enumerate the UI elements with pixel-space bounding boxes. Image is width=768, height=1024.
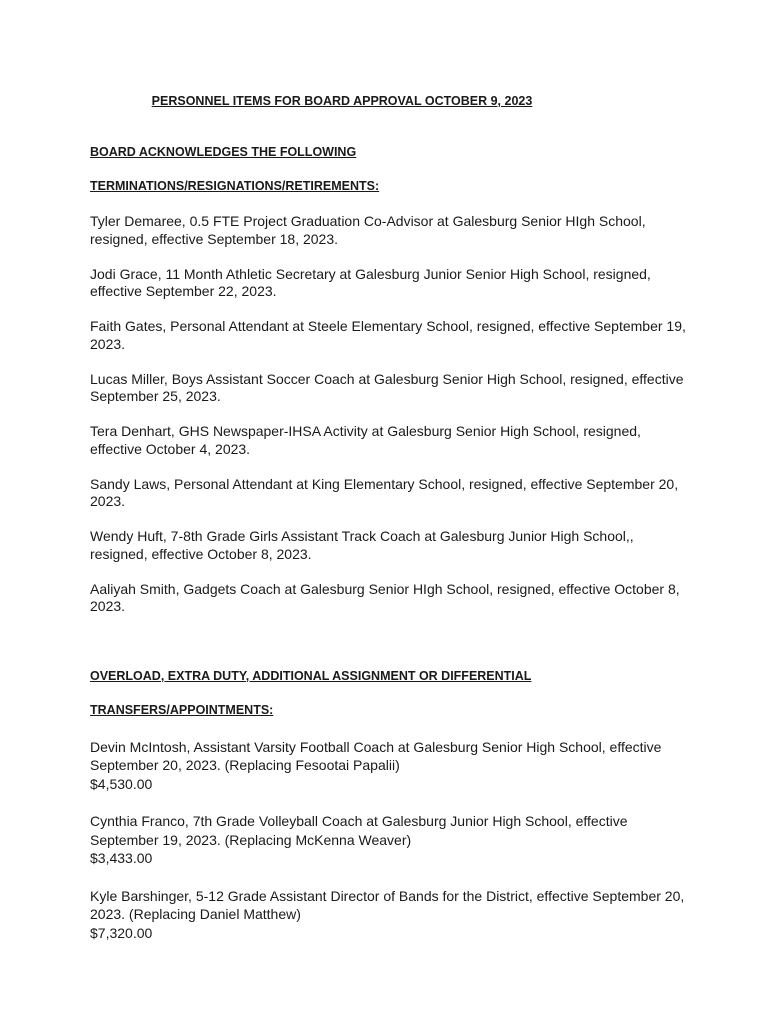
appointment-amount: $3,433.00 — [90, 850, 153, 866]
termination-entry: Jodi Grace, 11 Month Athletic Secretary at Galesburg Junior Senior High School, resigned, effective September 22, 2023. — [90, 265, 651, 299]
appointment-entry — [90, 887, 690, 943]
appointments-heading-line1: OVERLOAD, EXTRA DUTY, ADDITIONAL ASSIGNMENT OR DIFFERENTIAL — [90, 668, 532, 683]
appointment-text: Cynthia Franco, 7th Grade Volleyball Coach at Galesburg Junior High School, effective September 19, 2023. (Replacing McKenna Weaver) — [90, 813, 628, 848]
termination-entry: Lucas Miller, Boys Assistant Soccer Coach at Galesburg Senior High School, resigned, effective September 25, 2023. — [90, 370, 684, 404]
page-title: PERSONNEL ITEMS FOR BOARD APPROVAL OCTOBER 9, 2023 — [151, 94, 533, 108]
terminations-heading — [90, 127, 690, 195]
termination-entry: Sandy Laws, Personal Attendant at King Elementary School, resigned, effective September 20, 2023. — [90, 475, 679, 509]
appointments-heading-line2: TRANSFERS/APPOINTMENTS: — [90, 702, 274, 717]
appointment-text: Devin McIntosh, Assistant Varsity Football Coach at Galesburg Senior High School, effective September 20, 2023. (Replacing Fesootai Papalii) — [90, 738, 662, 773]
terminations-heading-line1: BOARD ACKNOWLEDGES THE FOLLOWING — [90, 145, 357, 159]
termination-entry: Tyler Demaree, 0.5 FTE Project Graduation Co-Advisor at Galesburg Senior HIgh School, resigned, effective September 18, 2023. — [90, 213, 646, 247]
appointments-heading — [90, 651, 690, 719]
appointments-list — [90, 738, 690, 943]
termination-entry: Wendy Huft, 7-8th Grade Girls Assistant Track Coach at Galesburg Junior High School,, resigned, effective October 8, 2023. — [90, 528, 634, 562]
termination-entry: Aaliyah Smith, Gadgets Coach at Galesburg Senior HIgh School, resigned, effective October 8, 2023. — [90, 580, 680, 614]
terminations-list — [90, 213, 690, 616]
termination-entry: Tera Denhart, GHS Newspaper-IHSA Activity at Galesburg Senior High School, resigned, effective October 4, 2023. — [90, 423, 641, 457]
appointment-amount: $4,530.00 — [90, 775, 153, 792]
appointment-entry — [90, 812, 690, 868]
appointment-entry — [90, 738, 690, 794]
terminations-heading-line2: TERMINATIONS/RESIGNATIONS/RETIREMENTS: — [90, 179, 380, 193]
appointment-text: Kyle Barshinger, 5-12 Grade Assistant Director of Bands for the District, effective September 20, 2023. (Replacing Daniel Matthew) — [90, 887, 685, 922]
document-page — [90, 93, 690, 961]
appointment-amount: $7,320.00 — [90, 924, 153, 941]
termination-entry: Faith Gates, Personal Attendant at Steele Elementary School, resigned, effective September 19, 2023. — [90, 318, 686, 352]
